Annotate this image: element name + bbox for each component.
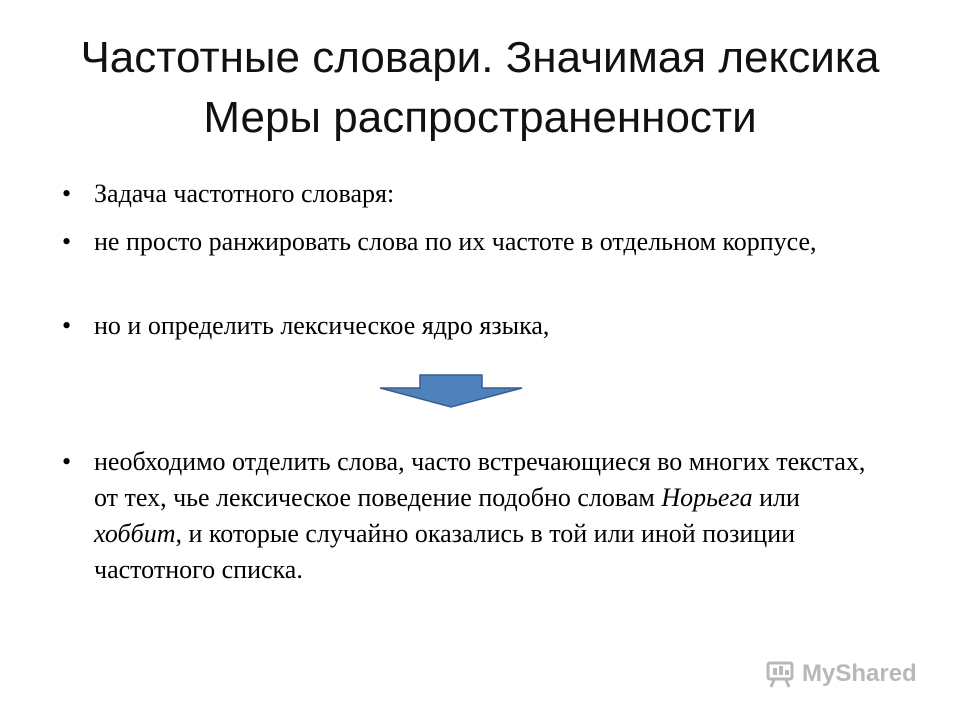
slide-title-line-2: Меры распространенности — [203, 93, 757, 142]
watermark-logo — [766, 658, 917, 690]
bullet-text: но и определить лексическое ядро языка, — [94, 311, 550, 340]
presentation-board-icon — [766, 660, 796, 688]
bullet-text: не просто ранжировать слова по их частоте в отдельном корпусе, — [94, 227, 817, 256]
slide-title — [40, 28, 920, 148]
bullet-marker: • — [62, 447, 72, 476]
italic-word-hobbit: хоббит — [94, 519, 176, 548]
bullet-text: Задача частотного словаря: — [94, 179, 395, 208]
watermark-text: MyShared — [802, 660, 917, 687]
bullet-marker: • — [62, 227, 72, 256]
bullet-text — [94, 444, 882, 588]
down-arrow-icon — [378, 374, 524, 408]
italic-word-noriega: Норьега — [661, 483, 753, 512]
bullet-marker: • — [62, 179, 72, 208]
bullet-text-part-2: или — [752, 483, 800, 512]
bullet-item-1 — [62, 176, 882, 212]
bullet-item-3 — [62, 308, 882, 344]
bullet-item-2 — [62, 224, 882, 260]
bullet-marker: • — [62, 311, 72, 340]
slide-title-line-1: Частотные словари. Значимая лексика — [80, 33, 880, 82]
bullet-text-part-3: , и которые случайно оказались в той или иной позиции частотного списка. — [94, 519, 796, 584]
bullet-text-part-1: необходимо отделить слова, часто встречающиеся во многих текстах, от тех, чье лексическое поведение подобно словам — [94, 447, 866, 512]
bullet-item-4 — [62, 444, 882, 588]
